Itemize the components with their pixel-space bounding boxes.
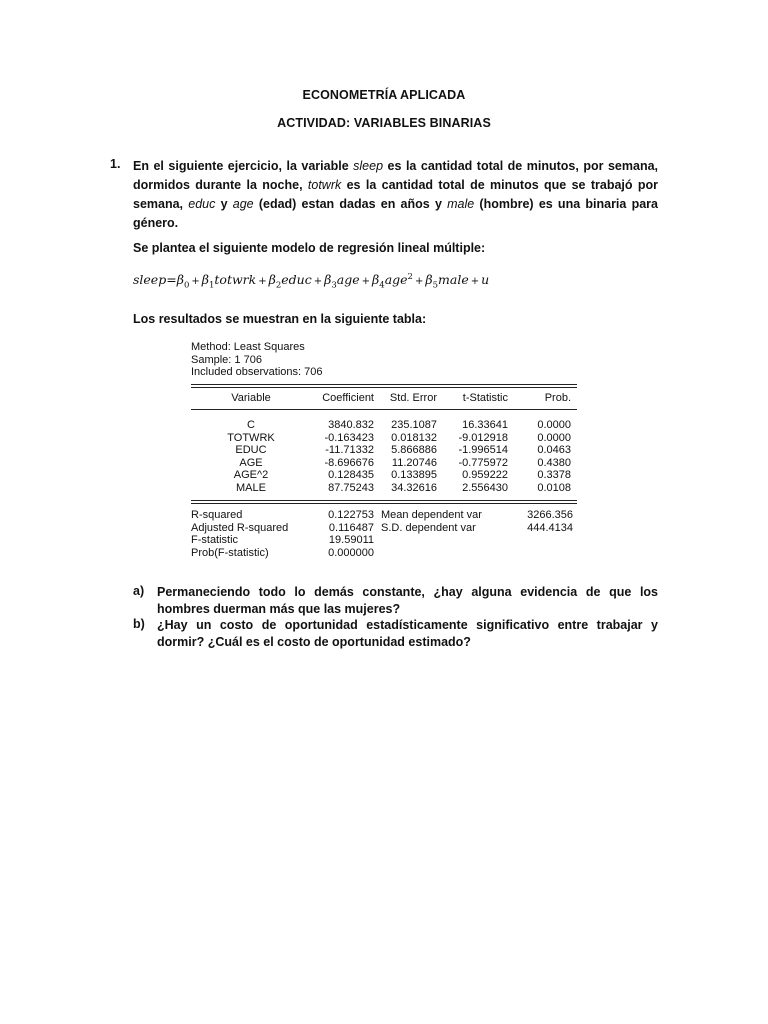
intro-text: (hombre) es una binaria para género.	[133, 197, 658, 230]
eq-beta: β	[176, 272, 184, 288]
stat-label: Mean dependent var	[381, 509, 482, 521]
column-header: t-Statistic	[462, 391, 508, 404]
stat-label	[374, 547, 510, 560]
method-line: Method: Least Squares	[191, 341, 305, 353]
table-cell: -11.71332	[325, 444, 374, 456]
table-cell: MALE	[236, 481, 266, 494]
eq-symbol: +	[414, 276, 424, 288]
stat-value	[510, 547, 573, 560]
var-sleep: sleep	[353, 159, 384, 173]
coefficient-rows	[191, 410, 577, 498]
column-header: Std. Error	[389, 391, 437, 404]
intro-text: y	[215, 197, 233, 211]
eq-beta: β	[425, 272, 433, 288]
eq-symbol: +	[191, 276, 200, 288]
intro-text: es la cantidad total de minutos que se trabajó por semana,	[133, 178, 658, 211]
table-cell: AGE	[239, 456, 263, 469]
eq-beta: β	[372, 272, 380, 288]
eq-subscript: 2	[275, 280, 282, 291]
table-cell: 2.556430	[462, 481, 508, 494]
eq-symbol: +	[470, 276, 480, 288]
eq-subscript: 1	[208, 280, 215, 291]
stat-value	[510, 534, 573, 547]
stat-row	[191, 534, 577, 547]
table-cell: 0.0000	[537, 419, 571, 431]
stat-value: 0.116487	[328, 521, 374, 534]
var-male: male	[447, 197, 475, 211]
table-row	[191, 469, 577, 482]
eq-symbol: +	[361, 276, 371, 288]
table-row	[191, 432, 577, 445]
var-educ: educ	[188, 197, 216, 211]
eq-term: male	[438, 272, 469, 288]
eq-subscript: 5	[432, 280, 439, 291]
table-row	[191, 444, 577, 457]
table-cell: 87.75243	[328, 481, 374, 494]
stat-label: Prob(F-statistic)	[191, 546, 269, 559]
column-header: Prob.	[544, 391, 571, 404]
table-cell: TOTWRK	[227, 431, 275, 444]
eq-term: u	[481, 272, 490, 288]
column-header: Coefficient	[322, 391, 374, 404]
subquestion-a-letter: a)	[133, 584, 145, 598]
subquestion-b-letter: b)	[133, 617, 145, 631]
table-cell: 235.1087	[391, 419, 437, 431]
intro-text: En el siguiente ejercicio, la variable	[133, 159, 354, 173]
eq-subscript: 3	[331, 280, 337, 291]
eq-term: educ	[281, 272, 312, 288]
question-intro	[133, 157, 658, 233]
eq-term: totwrk	[214, 272, 257, 288]
eq-term: age	[336, 272, 360, 288]
eq-subscript: 4	[379, 280, 385, 291]
table-cell: -0.163423	[324, 431, 374, 444]
eq-symbol: +	[313, 276, 323, 288]
var-totwrk: totwrk	[307, 178, 342, 192]
eq-beta: β	[324, 272, 332, 288]
observations-line: Included observations: 706	[191, 366, 323, 378]
stat-value: 3266.356	[527, 509, 573, 521]
subquestion-a-text: Permaneciendo todo lo demás constante, ¿hay alguna evidencia de que los hombres duerman más que las mujeres?	[157, 585, 658, 616]
table-row	[191, 457, 577, 470]
table-cell: 0.0000	[537, 431, 571, 444]
table-cell: -9.012918	[458, 431, 508, 444]
table-row	[191, 419, 577, 432]
eq-symbol: =	[166, 272, 177, 288]
table-cell: 0.128435	[328, 469, 374, 481]
document-title: ECONOMETRÍA APLICADA	[302, 88, 466, 102]
table-cell: 16.33641	[462, 419, 508, 431]
regression-output	[191, 341, 577, 559]
table-cell: 3840.832	[328, 419, 374, 431]
stat-label: F-statistic	[191, 534, 239, 546]
table-header	[191, 388, 577, 410]
table-cell: 34.32616	[391, 481, 437, 494]
summary-statistics	[191, 504, 577, 559]
stat-row	[191, 509, 577, 522]
table-cell: -0.775972	[458, 456, 508, 469]
table-row	[191, 482, 577, 495]
eq-symbol: +	[258, 276, 267, 288]
stat-label: R-squared	[191, 509, 243, 521]
table-cell: -1.996514	[458, 444, 508, 456]
stat-value: 0.000000	[328, 546, 374, 559]
stat-value: 19.59011	[328, 534, 374, 546]
stat-value: 0.122753	[328, 509, 374, 521]
stat-row	[191, 547, 577, 560]
sample-line: Sample: 1 706	[191, 353, 262, 366]
table-cell: AGE^2	[233, 469, 269, 481]
table-cell: 0.959222	[462, 469, 508, 481]
table-cell: 0.018132	[391, 431, 437, 444]
table-cell: 0.0108	[537, 481, 571, 494]
eq-subscript: 0	[183, 280, 190, 291]
table-cell: 0.3378	[537, 469, 571, 481]
table-cell: -8.696676	[324, 456, 374, 469]
stat-row	[191, 522, 577, 535]
table-cell: C	[247, 419, 255, 431]
question-number: 1.	[110, 157, 121, 171]
results-intro: Los resultados se muestran en la siguiente tabla:	[133, 312, 427, 326]
subquestion-b-text: ¿Hay un costo de oportunidad estadísticamente significativo entre trabajar y dormir? ¿Cuál es el costo de oportunidad estimado?	[157, 618, 658, 649]
table-cell: 0.4380	[537, 456, 571, 469]
eq-beta: β	[201, 272, 209, 288]
eq-superscript: 2	[407, 272, 413, 282]
stat-value: 444.4134	[527, 521, 573, 534]
column-header: Variable	[231, 391, 271, 404]
table-cell: 0.0463	[537, 444, 571, 456]
regression-equation	[133, 272, 489, 291]
table-cell: 11.20746	[391, 456, 437, 469]
table-cell: 5.866886	[391, 444, 437, 456]
stat-label: S.D. dependent var	[381, 521, 476, 534]
stat-label	[374, 534, 510, 547]
stat-label: Adjusted R-squared	[191, 521, 289, 534]
eq-beta: β	[268, 272, 276, 288]
eq-term: age	[384, 272, 408, 288]
table-cell: EDUC	[235, 444, 267, 456]
eq-term: sleep	[133, 272, 167, 288]
table-cell: 0.133895	[391, 469, 437, 481]
intro-text: (edad) estan dadas en años y	[253, 197, 448, 211]
model-intro: Se plantea el siguiente modelo de regresión lineal múltiple:	[133, 241, 486, 255]
document-subtitle: ACTIVIDAD: VARIABLES BINARIAS	[277, 116, 491, 130]
var-age: age	[232, 197, 254, 211]
intro-text: es la cantidad total de minutos, por semana, dormidos durante la noche,	[133, 159, 658, 192]
